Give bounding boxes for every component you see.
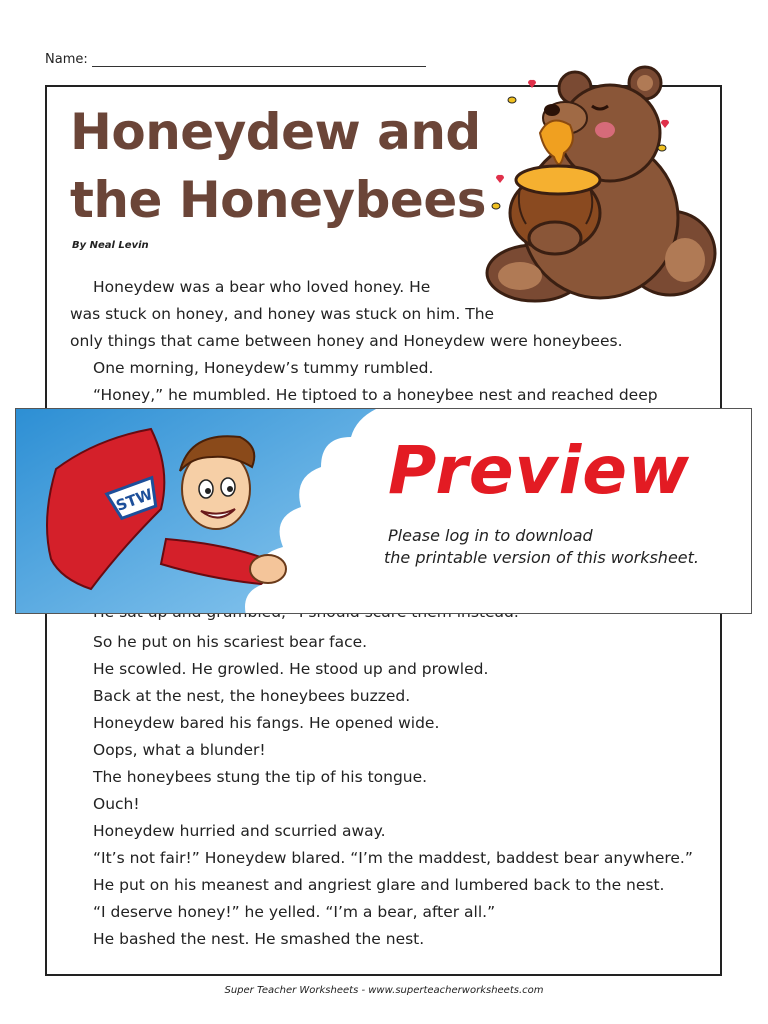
story-line: Honeydew was a bear who loved honey. He [93, 278, 431, 296]
preview-message-line-2: the printable version of this worksheet. [384, 548, 699, 567]
story-line: Oops, what a blunder! [93, 741, 266, 759]
name-field-row [45, 52, 426, 67]
name-blank-line [92, 52, 426, 67]
mascot-badge: STW [113, 485, 156, 515]
title-line-2: the Honeybees [70, 171, 486, 229]
story-line: Honeydew hurried and scurried away. [93, 822, 386, 840]
story-title [70, 98, 486, 234]
story-line: “It’s not fair!” Honeydew blared. “I’m the maddest, baddest bear anywhere.” [93, 849, 693, 867]
story-line: was stuck on honey, and honey was stuck on him. The [70, 305, 495, 323]
story-line: “Honey,” he mumbled. He tiptoed to a honeybee nest and reached deep [93, 386, 658, 404]
story-line: He bashed the nest. He smashed the nest. [93, 930, 425, 948]
preview-message-line-1: Please log in to download [388, 526, 593, 545]
title-line-1: Honeydew and [70, 103, 481, 161]
story-line: He scowled. He growled. He stood up and prowled. [93, 660, 489, 678]
story-line: The honeybees stung the tip of his tongue. [93, 768, 428, 786]
story-line: He put on his meanest and angriest glare and lumbered back to the nest. [93, 876, 665, 894]
preview-title: Preview [388, 432, 691, 509]
preview-message [384, 525, 699, 569]
story-line: So he put on his scariest bear face. [93, 633, 368, 651]
footer-credit: Super Teacher Worksheets - www.superteacherworksheets.com [224, 985, 544, 996]
story-line: Honeydew bared his fangs. He opened wide. [93, 714, 440, 732]
story-line: One morning, Honeydew’s tummy rumbled. [93, 359, 434, 377]
story-line: Ouch! [93, 795, 140, 813]
story-line: “I deserve honey!” he yelled. “I’m a bear, after all.” [93, 903, 496, 921]
byline: By Neal Levin [72, 240, 149, 251]
bear-honey-illustration [480, 48, 720, 310]
story-line: Back at the nest, the honeybees buzzed. [93, 687, 411, 705]
name-label: Name: [45, 52, 88, 67]
preview-banner[interactable] [15, 408, 752, 614]
story-line: only things that came between honey and Honeydew were honeybees. [70, 332, 623, 350]
